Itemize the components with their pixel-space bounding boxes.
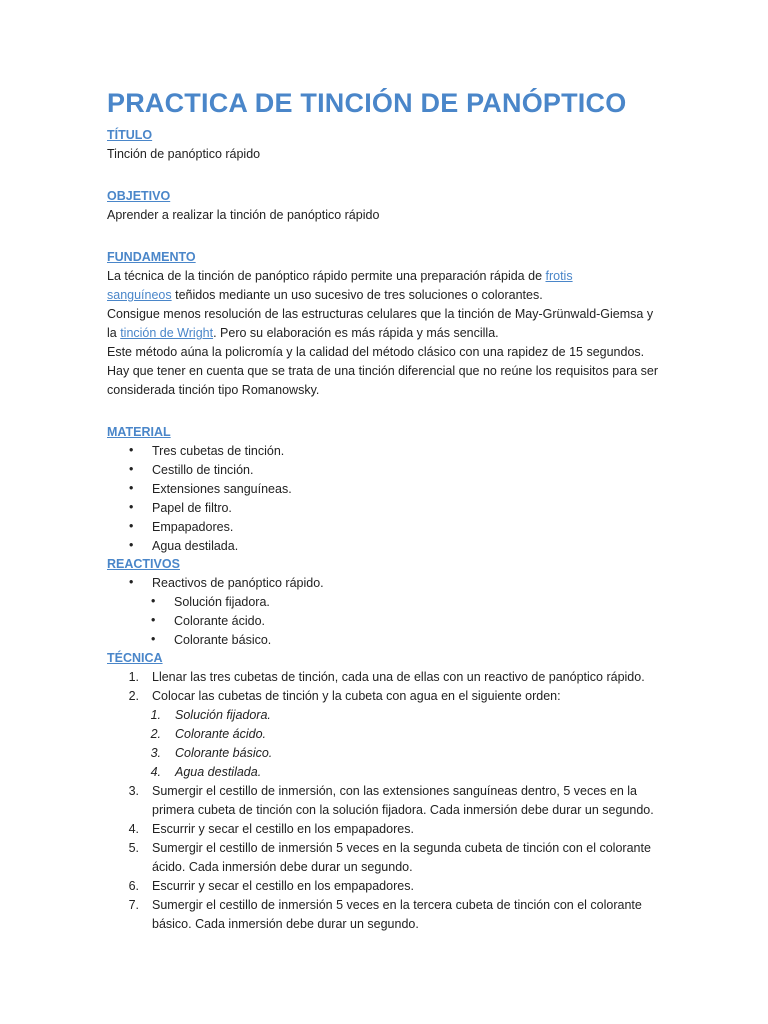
order-number: 4. xyxy=(150,765,161,779)
fundamento-text: . Pero su elaboración es más rápida y más sencilla. xyxy=(213,326,499,340)
list-subitem: Solución fijadora. xyxy=(174,595,270,609)
objetivo-text: Aprender a realizar la tinción de panóptico rápido xyxy=(107,208,380,222)
step-number: 3. xyxy=(128,784,139,798)
order-text: Colorante básico. xyxy=(175,746,273,760)
step-text: Sumergir el cestillo de inmersión, con las extensiones sanguíneas dentro, 5 veces en la xyxy=(152,784,637,798)
heading-objetivo: OBJETIVO xyxy=(107,189,171,203)
bullet-icon: • xyxy=(151,594,156,608)
list-item: Empapadores. xyxy=(152,520,234,534)
list-item: Papel de filtro. xyxy=(152,501,232,515)
list-subitem: Colorante básico. xyxy=(174,633,272,647)
list-subitem: Colorante ácido. xyxy=(174,614,266,628)
frotis-link[interactable]: frotis xyxy=(545,269,573,283)
bullet-icon: • xyxy=(151,632,156,646)
fundamento-text: teñidos mediante un uso sucesivo de tres soluciones o colorantes. xyxy=(171,288,543,302)
fundamento-line-7: considerada tinción tipo Romanowsky. xyxy=(107,383,320,397)
bullet-icon: • xyxy=(151,613,156,627)
list-item: Cestillo de tinción. xyxy=(152,463,254,477)
step-number: 4. xyxy=(128,822,139,836)
order-text: Solución fijadora. xyxy=(175,708,271,722)
list-item: Extensiones sanguíneas. xyxy=(152,482,292,496)
step-text: Escurrir y secar el cestillo en los empapadores. xyxy=(152,879,414,893)
fundamento-line-1 xyxy=(107,269,573,283)
order-text: Colorante ácido. xyxy=(175,727,267,741)
heading-tecnica: TÉCNICA xyxy=(107,651,163,665)
fundamento-line-2 xyxy=(107,288,543,302)
heading-fundamento: FUNDAMENTO xyxy=(107,250,196,264)
bullet-icon: • xyxy=(129,575,134,589)
bullet-icon: • xyxy=(129,481,134,495)
fundamento-line-4 xyxy=(107,326,499,340)
titulo-text: Tinción de panóptico rápido xyxy=(107,147,261,161)
heading-reactivos: REACTIVOS xyxy=(107,557,180,571)
bullet-icon: • xyxy=(129,538,134,552)
heading-titulo: TÍTULO xyxy=(107,128,153,142)
sanguineos-link[interactable]: sanguíneos xyxy=(107,288,172,302)
fundamento-line-6: Hay que tener en cuenta que se trata de una tinción diferencial que no reúne los requisitos para ser xyxy=(107,364,659,378)
list-item: Reactivos de panóptico rápido. xyxy=(152,576,324,590)
order-text: Agua destilada. xyxy=(175,765,262,779)
heading-material: MATERIAL xyxy=(107,425,171,439)
order-number: 3. xyxy=(150,746,161,760)
fundamento-text: la xyxy=(107,326,121,340)
step-number: 5. xyxy=(128,841,139,855)
order-number: 1. xyxy=(150,708,161,722)
step-text: ácido. Cada inmersión debe durar un segundo. xyxy=(152,860,413,874)
fundamento-line-5: Este método aúna la policromía y la calidad del método clásico con una rapidez de 15 segundos. xyxy=(107,345,645,359)
step-number: 2. xyxy=(128,689,139,703)
step-text: Sumergir el cestillo de inmersión 5 veces en la tercera cubeta de tinción con el colorante xyxy=(152,898,642,912)
step-text: básico. Cada inmersión debe durar un segundo. xyxy=(152,917,419,931)
step-text: Escurrir y secar el cestillo en los empapadores. xyxy=(152,822,414,836)
step-number: 1. xyxy=(128,670,139,684)
step-text: Llenar las tres cubetas de tinción, cada una de ellas con un reactivo de panóptico rápido. xyxy=(152,670,645,684)
bullet-icon: • xyxy=(129,462,134,476)
order-number: 2. xyxy=(150,727,161,741)
bullet-icon: • xyxy=(129,519,134,533)
list-item: Agua destilada. xyxy=(152,539,239,553)
page-title: PRACTICA DE TINCIÓN DE PANÓPTICO xyxy=(107,88,627,118)
list-item: Tres cubetas de tinción. xyxy=(152,444,285,458)
step-text: primera cubeta de tinción con la solución fijadora. Cada inmersión debe durar un segundo. xyxy=(152,803,654,817)
step-number: 7. xyxy=(128,898,139,912)
bullet-icon: • xyxy=(129,500,134,514)
bullet-icon: • xyxy=(129,443,134,457)
tincion-wright-link[interactable]: tinción de Wright xyxy=(120,326,214,340)
fundamento-text: La técnica de la tinción de panóptico rápido permite una preparación rápida de xyxy=(107,269,546,283)
fundamento-line-3: Consigue menos resolución de las estructuras celulares que la tinción de May-Grünwald-Giemsa y xyxy=(107,307,654,321)
step-text: Colocar las cubetas de tinción y la cubeta con agua en el siguiente orden: xyxy=(152,689,561,703)
step-number: 6. xyxy=(128,879,139,893)
step-text: Sumergir el cestillo de inmersión 5 veces en la segunda cubeta de tinción con el colorante xyxy=(152,841,651,855)
